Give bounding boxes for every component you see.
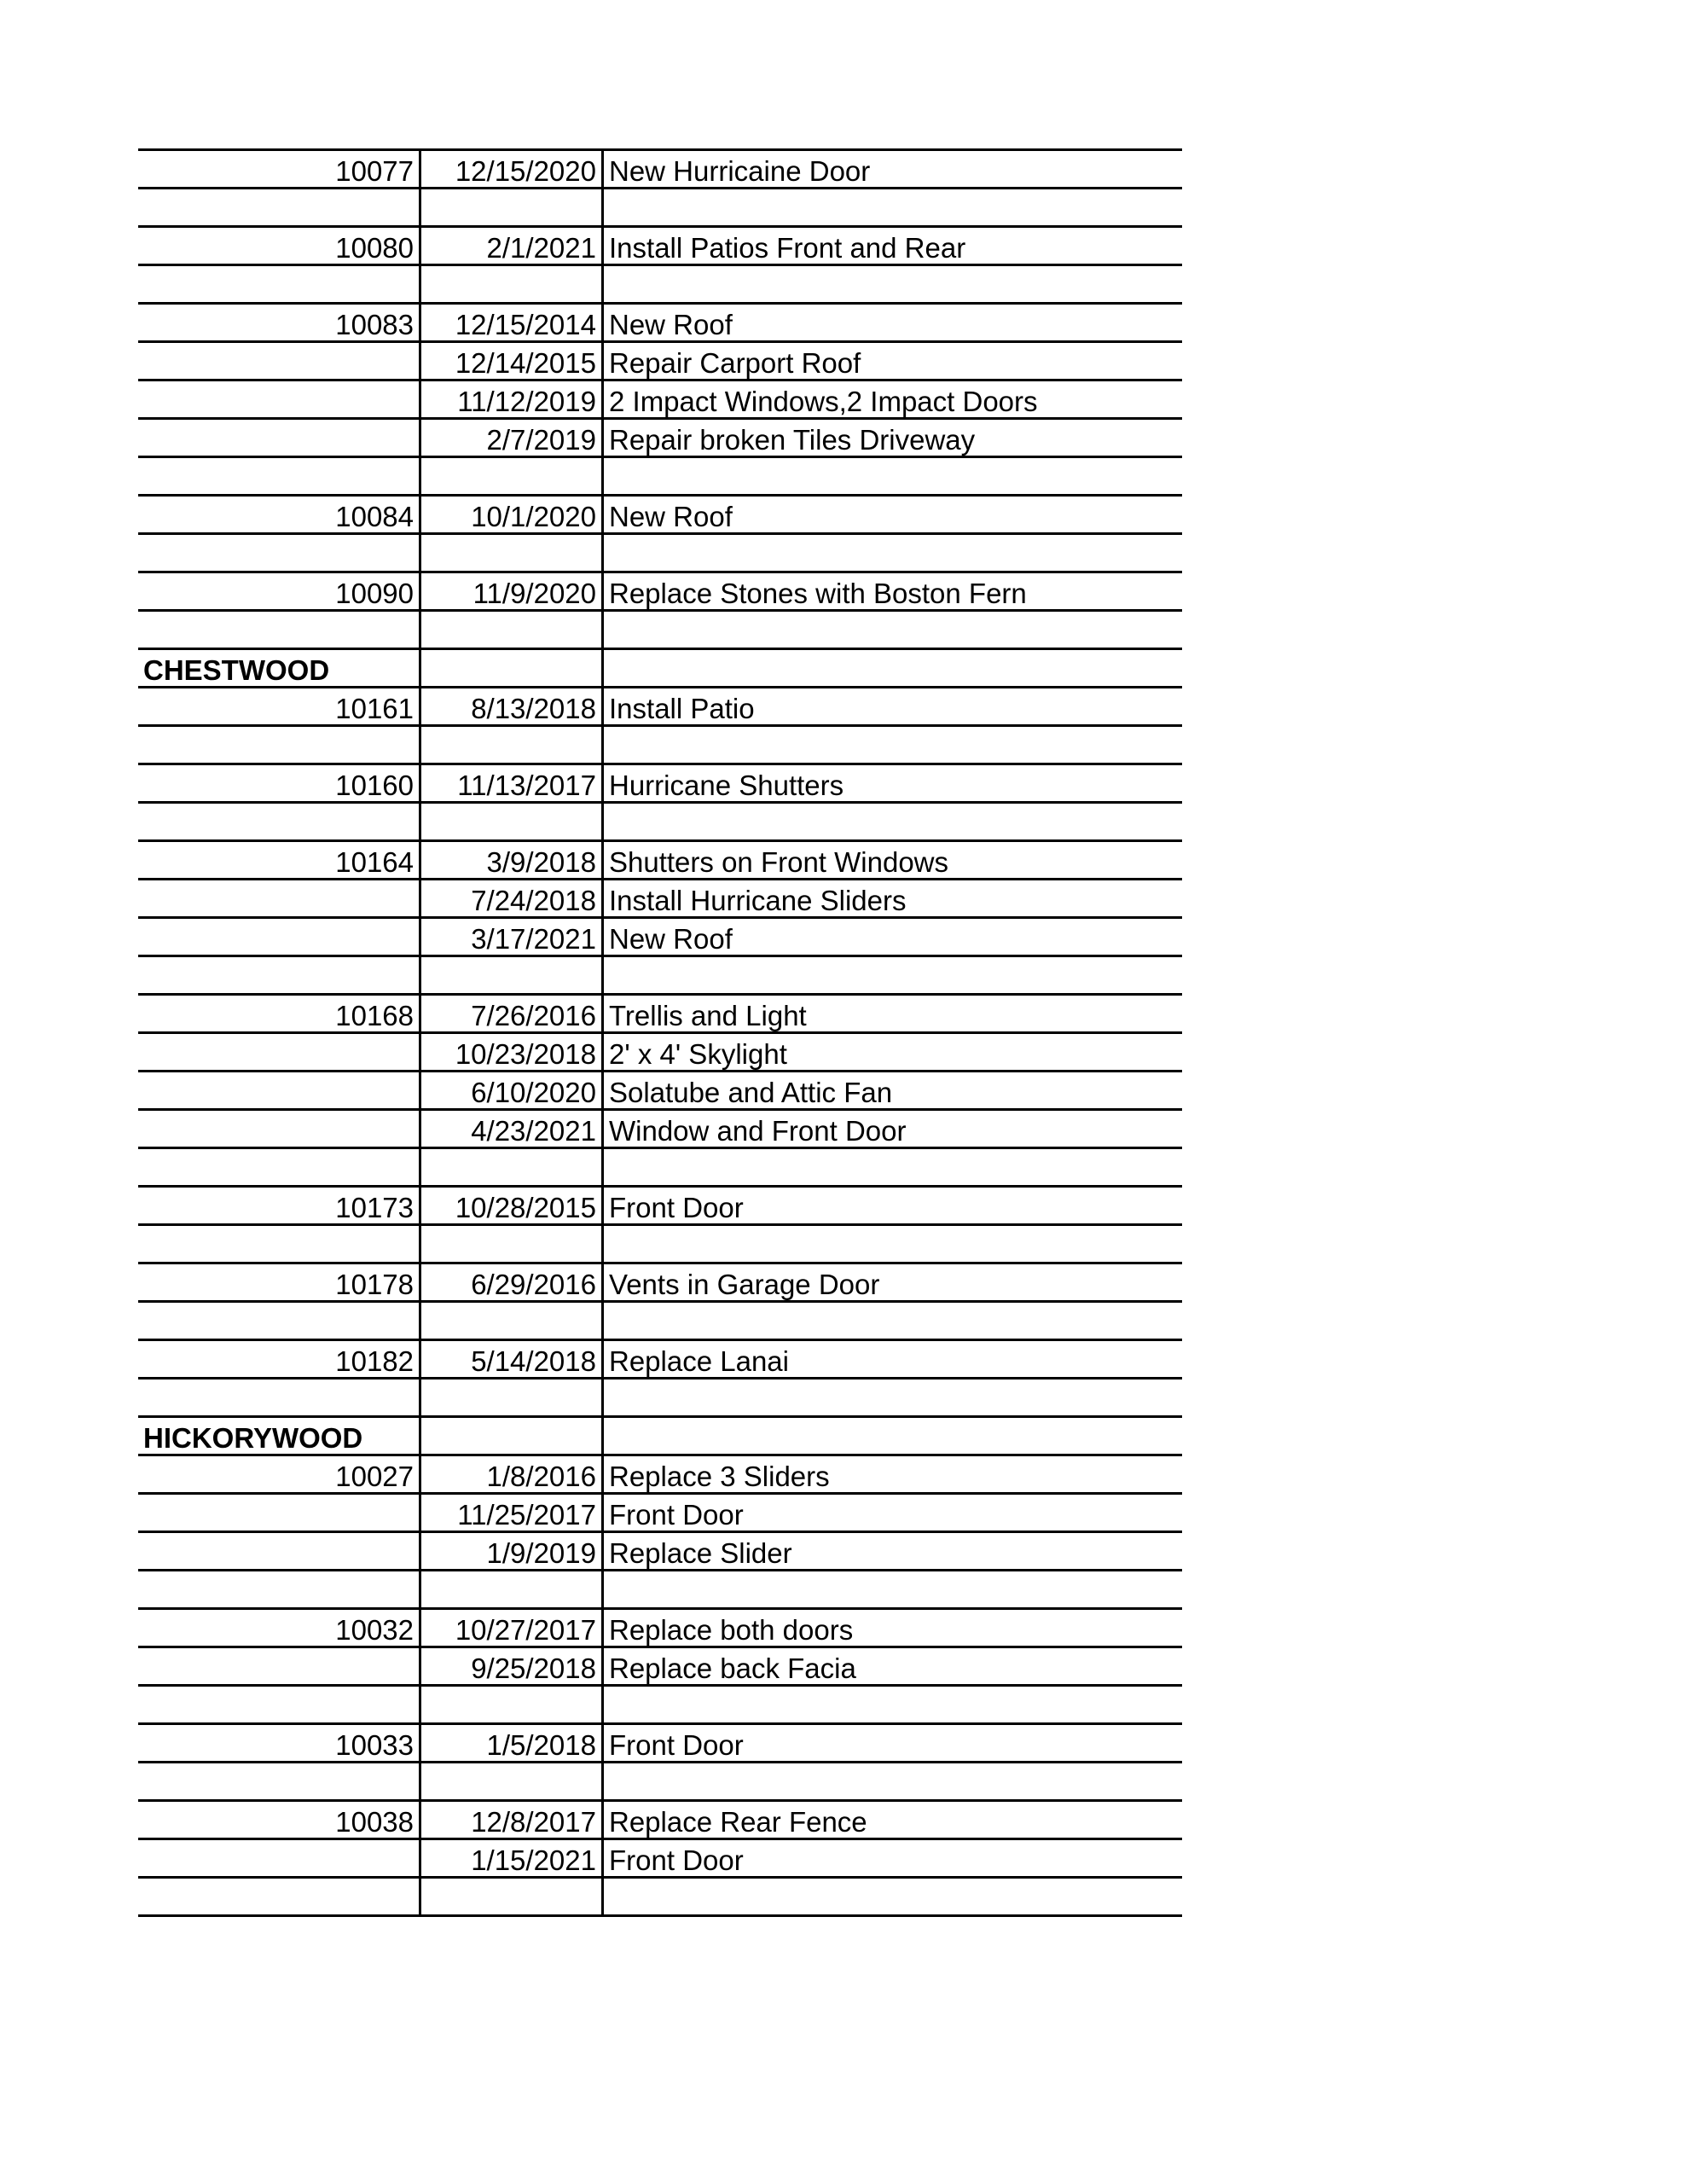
date-cell (421, 458, 604, 494)
description-cell: Replace Lanai (609, 1345, 789, 1377)
description-cell: New Hurricaine Door (609, 155, 871, 187)
date-cell (421, 957, 604, 993)
unit-id-cell: 10164 (138, 842, 421, 878)
description-cell: Replace Stones with Boston Fern (609, 578, 1027, 609)
description-cell: Front Door (609, 1192, 744, 1223)
date-cell: 11/13/2017 (421, 765, 604, 801)
date-cell: 1/5/2018 (421, 1725, 604, 1761)
table-row (138, 1802, 1182, 1840)
description-cell: Install Patio (609, 693, 755, 724)
description-cell: Front Door (609, 1844, 744, 1876)
unit-id-cell (138, 612, 421, 648)
date-cell: 10/23/2018 (421, 1034, 604, 1070)
table-row (138, 1072, 1182, 1111)
date-cell (421, 535, 604, 571)
unit-id-cell (138, 1763, 421, 1799)
date-cell: 7/24/2018 (421, 880, 604, 916)
table-row (138, 1111, 1182, 1149)
date-cell: 5/14/2018 (421, 1341, 604, 1377)
unit-id-cell: 10161 (138, 688, 421, 724)
description-cell: Solatube and Attic Fan (609, 1077, 893, 1108)
unit-id-cell (138, 727, 421, 763)
description-cell (604, 957, 1182, 993)
table-row (138, 765, 1182, 804)
date-cell: 11/25/2017 (421, 1495, 604, 1531)
unit-id-cell: 10160 (138, 765, 421, 801)
date-cell (421, 1763, 604, 1799)
table-row (138, 1879, 1182, 1917)
description-cell: Hurricane Shutters (609, 770, 844, 801)
date-cell: 10/1/2020 (421, 497, 604, 532)
unit-id-cell: 10083 (138, 305, 421, 340)
description-cell (604, 1687, 1182, 1722)
unit-id-cell: 10090 (138, 573, 421, 609)
unit-id-cell (138, 1072, 421, 1108)
description-cell: 2' x 4' Skylight (609, 1038, 787, 1070)
description-cell (604, 1303, 1182, 1339)
unit-id-cell: 10168 (138, 996, 421, 1031)
date-cell (421, 1149, 604, 1185)
table-row (138, 420, 1182, 458)
description-cell: Front Door (609, 1499, 744, 1531)
description-cell: New Roof (609, 923, 733, 955)
table-row (138, 919, 1182, 957)
date-cell: 1/15/2021 (421, 1840, 604, 1876)
date-cell (421, 1687, 604, 1722)
date-cell: 10/27/2017 (421, 1610, 604, 1646)
date-cell: 1/9/2019 (421, 1533, 604, 1569)
unit-id-cell (138, 804, 421, 839)
date-cell: 2/7/2019 (421, 420, 604, 456)
unit-id-cell: 10178 (138, 1264, 421, 1300)
unit-id-cell (138, 1533, 421, 1569)
table-row (138, 189, 1182, 228)
unit-id-cell (138, 420, 421, 456)
description-cell (604, 727, 1182, 763)
section-header-row (138, 650, 1182, 688)
table-row (138, 1188, 1182, 1226)
date-cell (421, 1226, 604, 1262)
description-cell (604, 1763, 1182, 1799)
table-row (138, 880, 1182, 919)
table-row (138, 996, 1182, 1034)
table-row (138, 1341, 1182, 1380)
unit-id-cell (138, 957, 421, 993)
date-cell: 12/14/2015 (421, 343, 604, 379)
unit-id-cell: 10173 (138, 1188, 421, 1223)
table-row (138, 1571, 1182, 1610)
date-cell: 3/9/2018 (421, 842, 604, 878)
description-cell (604, 535, 1182, 571)
unit-id-cell (138, 1840, 421, 1876)
table-row (138, 1380, 1182, 1418)
description-cell: Replace Rear Fence (609, 1806, 867, 1838)
unit-id-cell (138, 880, 421, 916)
date-cell (421, 1571, 604, 1607)
description-cell (604, 189, 1182, 225)
table-row (138, 1725, 1182, 1763)
table-row (138, 1034, 1182, 1072)
description-cell: Replace Slider (609, 1537, 792, 1569)
unit-id-cell (138, 1879, 421, 1914)
description-cell: Window and Front Door (609, 1115, 907, 1147)
unit-id-cell (138, 919, 421, 955)
description-cell: New Roof (609, 501, 733, 532)
description-cell (604, 1149, 1182, 1185)
description-cell: Install Patios Front and Rear (609, 232, 966, 264)
unit-id-cell (138, 266, 421, 302)
spreadsheet-table (138, 148, 1182, 1917)
description-cell (604, 458, 1182, 494)
table-row (138, 727, 1182, 765)
date-cell (421, 1380, 604, 1415)
table-row (138, 1610, 1182, 1648)
unit-id-cell (138, 1226, 421, 1262)
date-cell: 9/25/2018 (421, 1648, 604, 1684)
date-cell (421, 650, 604, 686)
description-cell: Shutters on Front Windows (609, 846, 948, 878)
description-cell (604, 612, 1182, 648)
date-cell (421, 727, 604, 763)
date-cell: 1/8/2016 (421, 1456, 604, 1492)
description-cell (604, 1380, 1182, 1415)
date-cell: 11/12/2019 (421, 381, 604, 417)
table-row (138, 458, 1182, 497)
date-cell (421, 266, 604, 302)
table-row (138, 842, 1182, 880)
unit-id-cell (138, 381, 421, 417)
description-cell: 2 Impact Windows,2 Impact Doors (609, 386, 1038, 417)
table-row (138, 804, 1182, 842)
unit-id-cell: 10032 (138, 1610, 421, 1646)
table-row (138, 573, 1182, 612)
unit-id-cell (138, 1495, 421, 1531)
description-cell (604, 1879, 1182, 1914)
description-cell (604, 1571, 1182, 1607)
section-header-row (138, 1418, 1182, 1456)
table-row (138, 497, 1182, 535)
date-cell: 3/17/2021 (421, 919, 604, 955)
description-cell: Replace both doors (609, 1614, 854, 1646)
table-row (138, 228, 1182, 266)
table-row (138, 535, 1182, 573)
description-cell: Repair broken Tiles Driveway (609, 424, 976, 456)
unit-id-cell (138, 458, 421, 494)
unit-id-cell (138, 1149, 421, 1185)
description-cell (604, 1226, 1182, 1262)
date-cell: 8/13/2018 (421, 688, 604, 724)
date-cell: 11/9/2020 (421, 573, 604, 609)
table-row (138, 1226, 1182, 1264)
description-cell (604, 650, 1182, 686)
unit-id-cell (138, 1687, 421, 1722)
unit-id-cell: 10080 (138, 228, 421, 264)
date-cell: 12/15/2020 (421, 151, 604, 187)
table-row (138, 1687, 1182, 1725)
unit-id-cell: 10084 (138, 497, 421, 532)
date-cell: 10/28/2015 (421, 1188, 604, 1223)
unit-id-cell: 10038 (138, 1802, 421, 1838)
table-row (138, 688, 1182, 727)
date-cell (421, 1879, 604, 1914)
table-row (138, 957, 1182, 996)
description-cell: Replace back Facia (609, 1653, 856, 1684)
table-row (138, 266, 1182, 305)
unit-id-cell: 10077 (138, 151, 421, 187)
date-cell (421, 612, 604, 648)
table-row (138, 148, 1182, 189)
unit-id-cell (138, 1648, 421, 1684)
table-row (138, 305, 1182, 343)
table-row (138, 1264, 1182, 1303)
table-row (138, 1495, 1182, 1533)
unit-id-cell (138, 535, 421, 571)
date-cell: 4/23/2021 (421, 1111, 604, 1147)
description-cell: Vents in Garage Door (609, 1269, 880, 1300)
description-cell: Repair Carport Roof (609, 347, 861, 379)
table-row (138, 381, 1182, 420)
section-title: CHESTWOOD (138, 650, 421, 686)
date-cell (421, 1303, 604, 1339)
description-cell: Install Hurricane Sliders (609, 885, 907, 916)
unit-id-cell (138, 1303, 421, 1339)
date-cell (421, 804, 604, 839)
unit-id-cell (138, 1380, 421, 1415)
description-cell (604, 804, 1182, 839)
unit-id-cell: 10033 (138, 1725, 421, 1761)
date-cell: 2/1/2021 (421, 228, 604, 264)
table-row (138, 1303, 1182, 1341)
unit-id-cell (138, 189, 421, 225)
description-cell: Front Door (609, 1729, 744, 1761)
table-row (138, 1533, 1182, 1571)
unit-id-cell: 10027 (138, 1456, 421, 1492)
table-row (138, 1648, 1182, 1687)
date-cell: 6/10/2020 (421, 1072, 604, 1108)
date-cell: 6/29/2016 (421, 1264, 604, 1300)
description-cell: Replace 3 Sliders (609, 1461, 830, 1492)
description-cell: New Roof (609, 309, 733, 340)
date-cell (421, 189, 604, 225)
date-cell: 12/15/2014 (421, 305, 604, 340)
table-row (138, 1763, 1182, 1802)
unit-id-cell (138, 343, 421, 379)
table-row (138, 343, 1182, 381)
unit-id-cell (138, 1571, 421, 1607)
date-cell (421, 1418, 604, 1454)
date-cell: 12/8/2017 (421, 1802, 604, 1838)
unit-id-cell (138, 1111, 421, 1147)
description-cell: Trellis and Light (609, 1000, 807, 1031)
table-row (138, 1456, 1182, 1495)
table-row (138, 1840, 1182, 1879)
description-cell (604, 266, 1182, 302)
date-cell: 7/26/2016 (421, 996, 604, 1031)
unit-id-cell: 10182 (138, 1341, 421, 1377)
unit-id-cell (138, 1034, 421, 1070)
section-title: HICKORYWOOD (138, 1418, 421, 1454)
table-row (138, 612, 1182, 650)
table-row (138, 1149, 1182, 1188)
description-cell (604, 1418, 1182, 1454)
